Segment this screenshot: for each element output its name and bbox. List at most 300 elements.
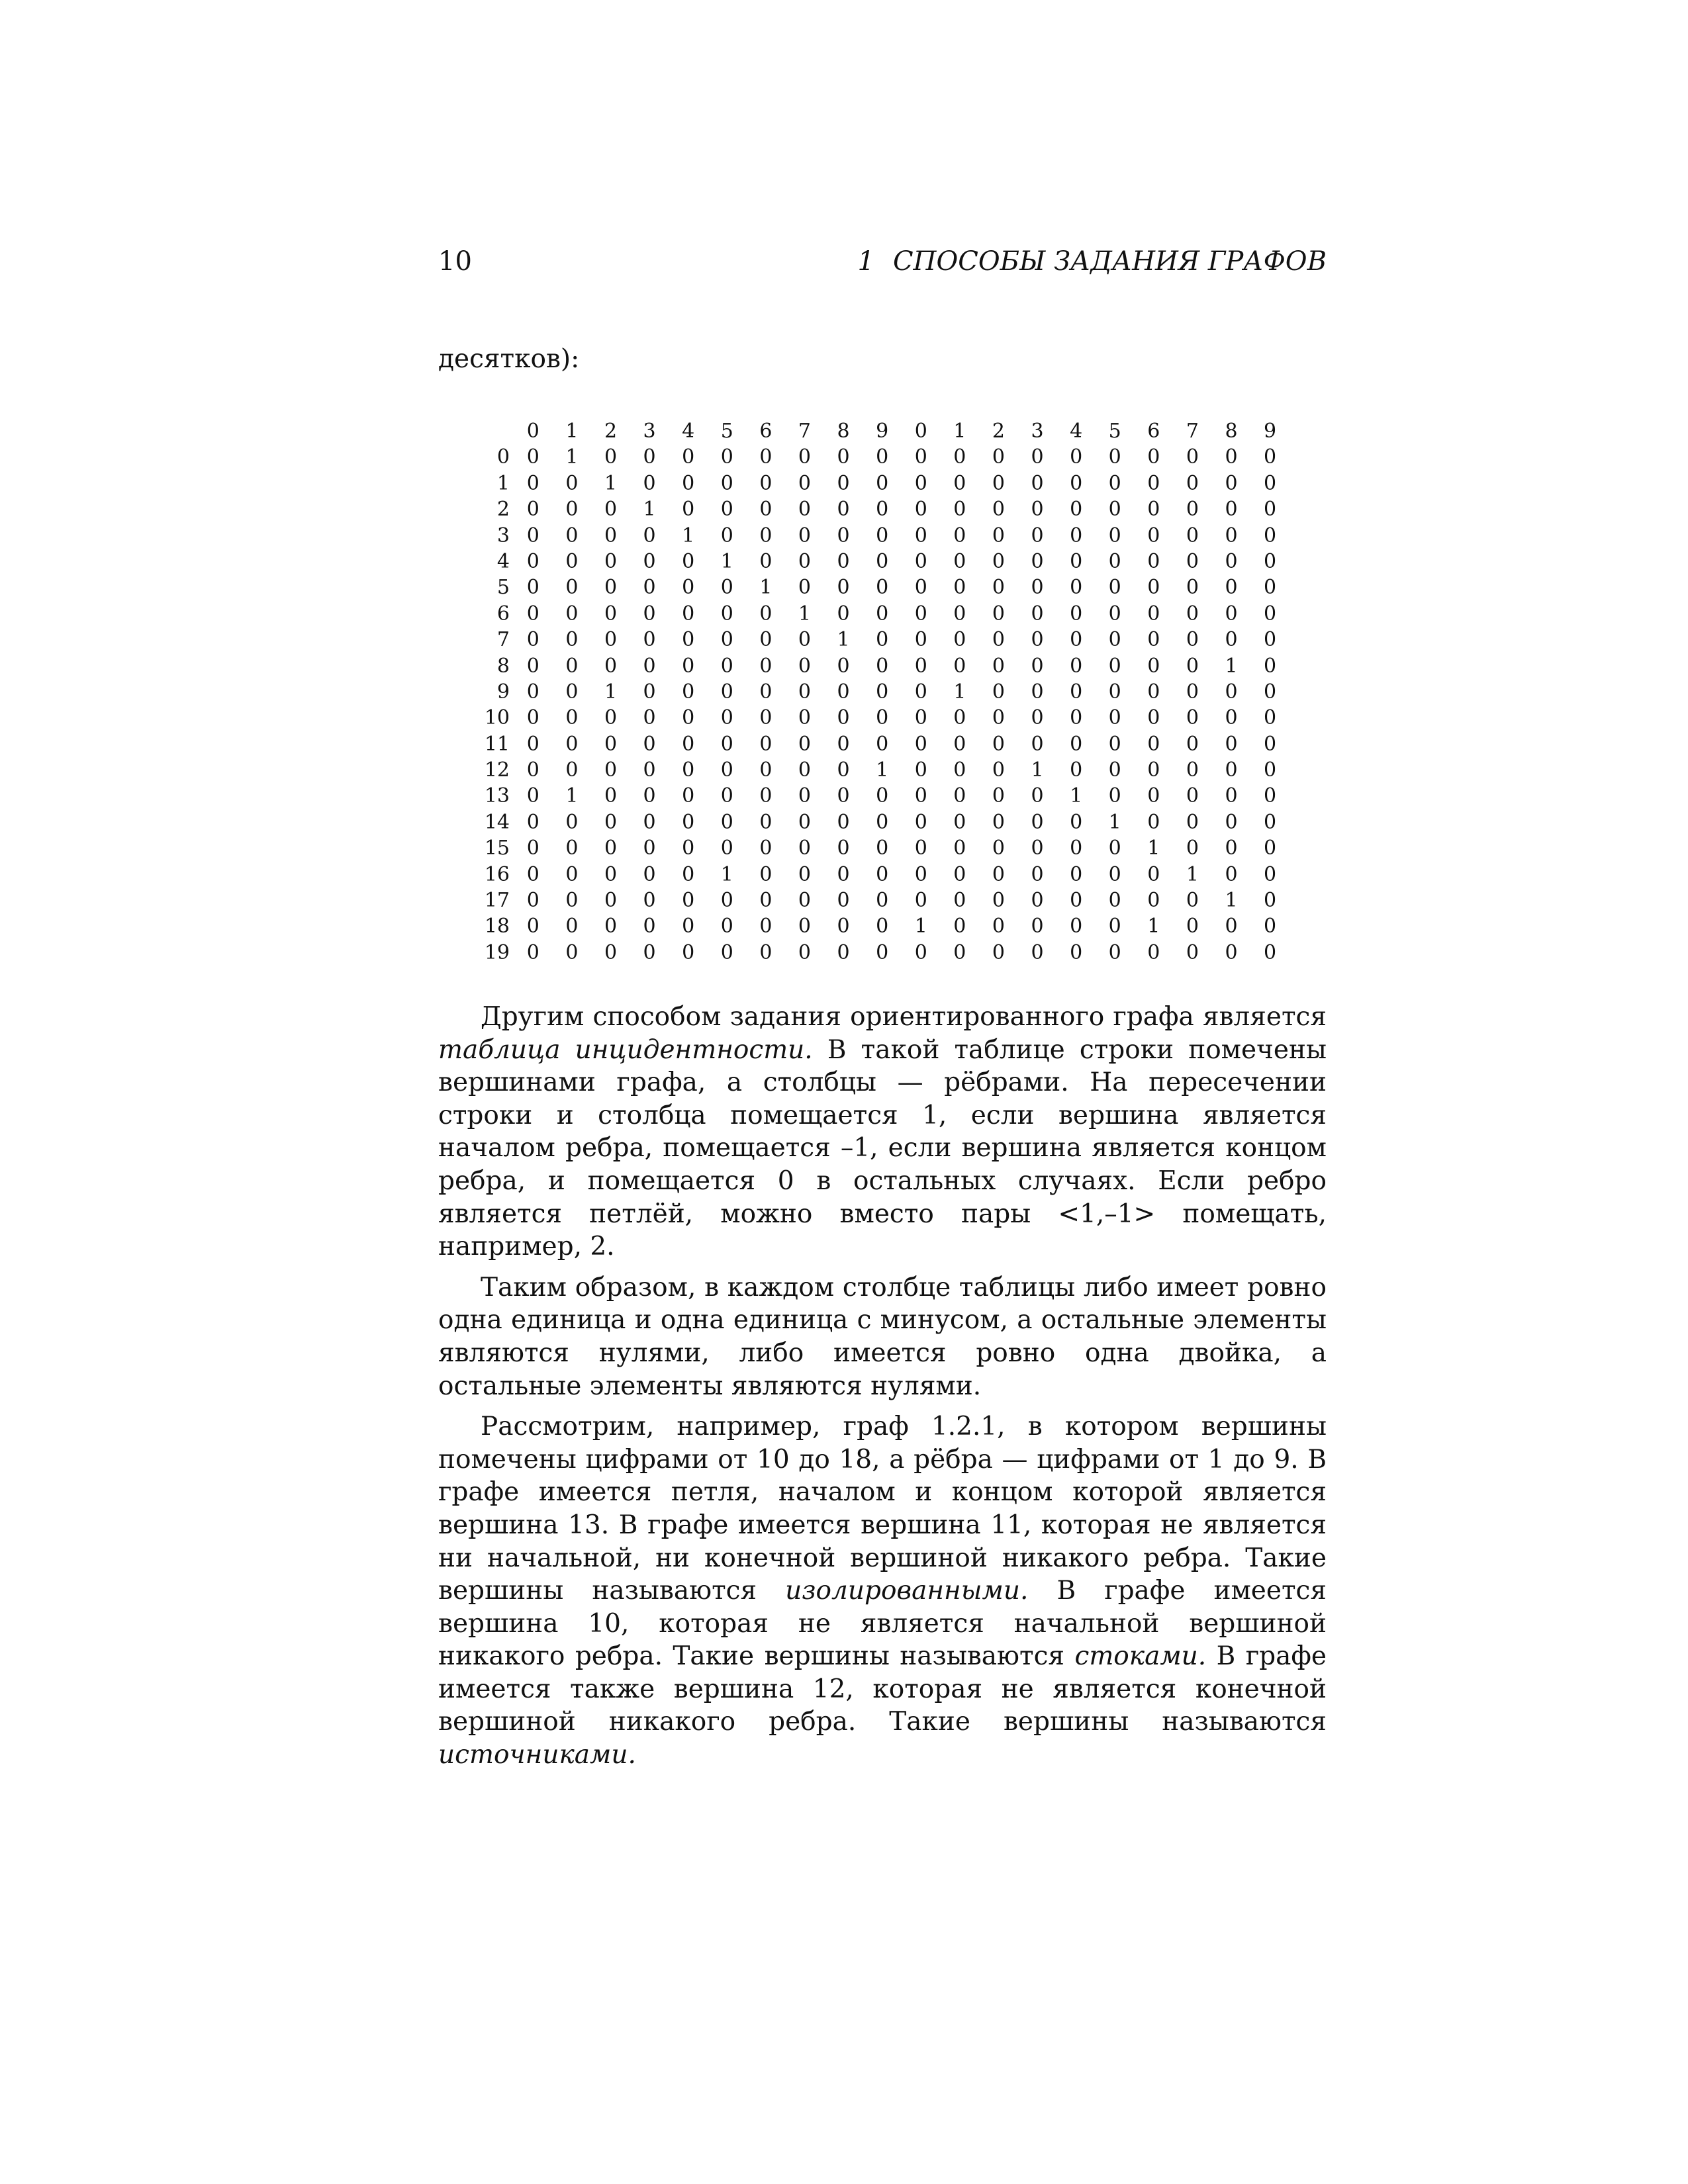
matrix-cell: 0: [1147, 758, 1160, 782]
matrix-cell: 0: [759, 549, 773, 573]
matrix-cell: 0: [682, 680, 695, 704]
matrix-row-label: 17: [484, 889, 510, 913]
matrix-cell: 0: [798, 549, 811, 573]
matrix-cell: 0: [643, 628, 656, 652]
matrix-cell: 0: [914, 549, 927, 573]
matrix-cell: 0: [682, 940, 695, 964]
matrix-cell: 0: [759, 889, 773, 913]
matrix-cell: 0: [1070, 628, 1083, 652]
matrix-column-label: 6: [759, 420, 773, 443]
matrix-cell: 0: [1225, 445, 1238, 469]
matrix-cell: 0: [837, 706, 850, 730]
matrix-cell: 0: [1031, 732, 1044, 756]
matrix-cell: 0: [526, 889, 539, 913]
matrix-cell: 0: [1264, 915, 1277, 938]
matrix-cell: 0: [1070, 576, 1083, 600]
matrix-cell: 0: [798, 940, 811, 964]
matrix-cell: 0: [953, 445, 966, 469]
matrix-cell: 1: [759, 576, 773, 600]
matrix-cell: 1: [1225, 654, 1238, 678]
matrix-cell: 0: [759, 862, 773, 886]
matrix-cell: 0: [1070, 862, 1083, 886]
matrix-cell: 0: [1070, 810, 1083, 834]
matrix-cell: 0: [1264, 680, 1277, 704]
matrix-cell: 0: [1186, 549, 1199, 573]
matrix-cell: 0: [992, 576, 1005, 600]
matrix-cell: 0: [992, 940, 1005, 964]
matrix-cell: 0: [643, 732, 656, 756]
matrix-cell: 1: [1031, 758, 1044, 782]
matrix-row-label: 18: [484, 915, 510, 938]
matrix-cell: 0: [526, 498, 539, 522]
matrix-cell: 0: [643, 810, 656, 834]
matrix-cell: 0: [759, 758, 773, 782]
matrix-cell: 0: [1070, 837, 1083, 860]
matrix-cell: 0: [1225, 862, 1238, 886]
matrix-cell: 0: [720, 498, 733, 522]
matrix-cell: 0: [1264, 862, 1277, 886]
matrix-cell: 0: [1186, 498, 1199, 522]
italic-term: изолированными.: [785, 1576, 1029, 1606]
matrix-cell: 0: [876, 602, 889, 625]
matrix-cell: 0: [565, 602, 579, 625]
matrix-cell: 0: [876, 498, 889, 522]
matrix-cell: 0: [1031, 784, 1044, 808]
matrix-cell: 0: [1264, 523, 1277, 547]
matrix-cell: 0: [1264, 940, 1277, 964]
matrix-cell: 0: [798, 784, 811, 808]
matrix-cell: 0: [953, 837, 966, 860]
matrix-cell: 0: [1070, 915, 1083, 938]
matrix-cell: 0: [643, 680, 656, 704]
text-segment: Рассмотрим, например, граф 1.2.1, в котором вершины помечены цифрами от 10 до 18, а рёбра — цифрами от 1 до 9. В графе имеется петля, началом и концом которой является вершина 13. В графе имеется вершина 11, которая не является ни начальной, ни конечной вершиной никакого ребра. Такие вершины называются: [438, 1412, 1327, 1606]
matrix-cell: 0: [1108, 549, 1121, 573]
matrix-column-label: 8: [837, 420, 850, 443]
matrix-cell: 0: [1264, 758, 1277, 782]
matrix-cell: 1: [837, 628, 850, 652]
matrix-cell: 0: [837, 471, 850, 495]
matrix-cell: 0: [953, 654, 966, 678]
matrix-cell: 0: [914, 602, 927, 625]
matrix-cell: 0: [1108, 706, 1121, 730]
matrix-cell: 0: [1147, 549, 1160, 573]
matrix-cell: 0: [876, 784, 889, 808]
matrix-cell: 0: [526, 602, 539, 625]
matrix-cell: 1: [1147, 915, 1160, 938]
matrix-cell: 0: [953, 862, 966, 886]
matrix-cell: 0: [1264, 549, 1277, 573]
matrix-cell: 0: [1108, 889, 1121, 913]
matrix-cell: 0: [1225, 810, 1238, 834]
matrix-column-label: 1: [565, 420, 579, 443]
matrix-cell: 0: [720, 576, 733, 600]
matrix-cell: 0: [1031, 940, 1044, 964]
matrix-cell: 0: [1147, 654, 1160, 678]
matrix-cell: 0: [604, 940, 618, 964]
matrix-cell: 0: [604, 549, 618, 573]
matrix-cell: 0: [720, 523, 733, 547]
italic-term: стоками.: [1074, 1641, 1207, 1672]
matrix-cell: 0: [1070, 680, 1083, 704]
text-segment: В такой таблице строки помечены вершинами графа, а столбцы — рёбрами. На пересечении строки и столбца помещается 1, если вершина является началом ребра, помещается –1, если вершина является концом ребра, и помещается 0 в остальных случаях. Если ребро является петлёй, можно вместо пары <1,–1> помещать, например, 2.: [438, 1034, 1327, 1262]
matrix-cell: 0: [992, 471, 1005, 495]
matrix-cell: 0: [798, 654, 811, 678]
matrix-cell: 0: [604, 498, 618, 522]
matrix-cell: 0: [643, 915, 656, 938]
matrix-cell: 0: [914, 654, 927, 678]
matrix-column-label: 4: [1070, 420, 1083, 443]
matrix-cell: 0: [914, 784, 927, 808]
matrix-cell: 0: [953, 628, 966, 652]
matrix-cell: 0: [876, 862, 889, 886]
matrix-cell: 0: [1108, 628, 1121, 652]
text-segment: В графе имеется вершина 10, которая не является начальной вершиной никакого ребра. Такие вершины называются: [438, 1576, 1327, 1672]
matrix-cell: 1: [1147, 837, 1160, 860]
matrix-cell: 0: [1225, 628, 1238, 652]
matrix-cell: 0: [526, 940, 539, 964]
matrix-cell: 0: [1108, 758, 1121, 782]
matrix-cell: 0: [565, 654, 579, 678]
matrix-cell: 1: [604, 680, 618, 704]
matrix-cell: 0: [1186, 837, 1199, 860]
matrix-cell: 0: [1070, 889, 1083, 913]
matrix-cell: 0: [914, 758, 927, 782]
matrix-cell: 0: [876, 940, 889, 964]
matrix-cell: 0: [565, 523, 579, 547]
matrix-cell: 0: [798, 576, 811, 600]
matrix-cell: 0: [1225, 576, 1238, 600]
matrix-cell: 0: [682, 628, 695, 652]
lead-text: десятков):: [438, 344, 580, 374]
matrix-cell: 0: [565, 471, 579, 495]
matrix-cell: 0: [643, 706, 656, 730]
matrix-cell: 0: [604, 758, 618, 782]
matrix-cell: 0: [1108, 654, 1121, 678]
matrix-cell: 0: [565, 732, 579, 756]
matrix-cell: 0: [798, 889, 811, 913]
matrix-cell: 0: [720, 837, 733, 860]
matrix-cell: 0: [643, 549, 656, 573]
matrix-cell: 0: [1186, 523, 1199, 547]
matrix-cell: 0: [1108, 732, 1121, 756]
matrix-column-label: 7: [798, 420, 811, 443]
matrix-cell: 0: [1186, 654, 1199, 678]
matrix-cell: 0: [876, 445, 889, 469]
matrix-cell: 0: [1186, 576, 1199, 600]
matrix-cell: 0: [1031, 654, 1044, 678]
matrix-cell: 0: [837, 576, 850, 600]
matrix-cell: 0: [914, 889, 927, 913]
matrix-cell: 0: [992, 706, 1005, 730]
matrix-row-label: 2: [496, 498, 510, 522]
matrix-cell: 0: [992, 784, 1005, 808]
matrix-cell: 0: [759, 915, 773, 938]
paragraph: [438, 1271, 1327, 1402]
matrix-cell: 0: [1070, 523, 1083, 547]
matrix-cell: 0: [837, 837, 850, 860]
matrix-cell: 0: [682, 654, 695, 678]
matrix-corner: [478, 418, 514, 444]
matrix-cell: 0: [526, 523, 539, 547]
matrix-cell: 0: [876, 837, 889, 860]
matrix-cell: 0: [1147, 810, 1160, 834]
matrix-cell: 0: [643, 758, 656, 782]
matrix-cell: 0: [914, 732, 927, 756]
matrix-cell: 1: [953, 680, 966, 704]
matrix-row-label: 6: [496, 602, 510, 625]
matrix-cell: 0: [1186, 915, 1199, 938]
matrix-row-label: 13: [484, 784, 510, 808]
text-segment: Таким образом, в каждом столбце таблицы либо имеет ровно одна единица и одна единица с минусом, а остальные элементы являются нулями, либо имеется ровно одна двойка, а остальные элементы являются нулями.: [438, 1272, 1327, 1401]
matrix-cell: 0: [526, 549, 539, 573]
matrix-cell: 0: [1147, 940, 1160, 964]
matrix-cell: 0: [1108, 576, 1121, 600]
matrix-cell: 0: [1186, 706, 1199, 730]
matrix-cell: 0: [837, 732, 850, 756]
matrix-row-label: 15: [484, 837, 510, 860]
matrix-column-label: 3: [1031, 420, 1044, 443]
matrix-cell: 0: [992, 549, 1005, 573]
adjacency-matrix: [478, 418, 1289, 966]
matrix-cell: 0: [1031, 549, 1044, 573]
matrix-cell: 0: [759, 810, 773, 834]
matrix-cell: 0: [1264, 732, 1277, 756]
matrix-row-label: 11: [484, 732, 510, 756]
matrix-cell: 0: [914, 471, 927, 495]
matrix-cell: 1: [914, 915, 927, 938]
matrix-cell: 0: [1031, 915, 1044, 938]
matrix-cell: 0: [992, 915, 1005, 938]
matrix-cell: 0: [1031, 706, 1044, 730]
matrix-cell: 0: [1031, 810, 1044, 834]
matrix-cell: 0: [837, 498, 850, 522]
matrix-cell: 0: [1108, 837, 1121, 860]
italic-term: таблица инцидентности.: [438, 1034, 813, 1065]
matrix-cell: 0: [643, 602, 656, 625]
matrix-cell: 1: [720, 862, 733, 886]
matrix-cell: 1: [1070, 784, 1083, 808]
matrix-cell: 0: [876, 549, 889, 573]
matrix-cell: 0: [1225, 549, 1238, 573]
matrix-cell: 0: [643, 837, 656, 860]
matrix-cell: 0: [1225, 915, 1238, 938]
matrix-cell: 0: [876, 523, 889, 547]
matrix-cell: 0: [1147, 862, 1160, 886]
matrix-cell: 0: [720, 680, 733, 704]
matrix-cell: 0: [643, 445, 656, 469]
matrix-cell: 0: [992, 758, 1005, 782]
matrix-column-label: 4: [682, 420, 695, 443]
matrix-cell: 0: [643, 862, 656, 886]
matrix-cell: 0: [1031, 837, 1044, 860]
matrix-cell: 0: [604, 602, 618, 625]
matrix-cell: 0: [720, 889, 733, 913]
matrix-cell: 0: [759, 837, 773, 860]
matrix-cell: 0: [682, 889, 695, 913]
matrix-cell: 0: [759, 628, 773, 652]
matrix-cell: 0: [837, 784, 850, 808]
matrix-cell: 0: [682, 498, 695, 522]
matrix-cell: 0: [992, 810, 1005, 834]
matrix-cell: 0: [1147, 445, 1160, 469]
matrix-cell: 0: [1225, 602, 1238, 625]
matrix-column-label: 8: [1225, 420, 1238, 443]
matrix-row-label: 14: [484, 810, 510, 834]
matrix-cell: 0: [876, 628, 889, 652]
matrix-cell: 0: [1225, 680, 1238, 704]
matrix-cell: 0: [1070, 654, 1083, 678]
matrix-cell: 0: [1186, 602, 1199, 625]
matrix-cell: 0: [798, 680, 811, 704]
matrix-cell: 0: [1186, 732, 1199, 756]
matrix-cell: 0: [682, 732, 695, 756]
matrix-cell: 0: [1108, 940, 1121, 964]
matrix-cell: 0: [604, 784, 618, 808]
matrix-cell: 0: [1108, 915, 1121, 938]
matrix-cell: 0: [1147, 576, 1160, 600]
paragraph: [438, 1410, 1327, 1772]
running-head: [858, 246, 1327, 277]
matrix-cell: 0: [1070, 471, 1083, 495]
matrix-cell: 0: [992, 732, 1005, 756]
matrix-cell: 0: [604, 915, 618, 938]
matrix-cell: 0: [1264, 810, 1277, 834]
matrix-cell: 0: [720, 810, 733, 834]
matrix-cell: 0: [914, 498, 927, 522]
matrix-cell: 0: [682, 576, 695, 600]
matrix-cell: 0: [876, 732, 889, 756]
matrix-cell: 0: [953, 889, 966, 913]
matrix-cell: 0: [1264, 602, 1277, 625]
text-segment: Другим способом задания ориентированного графа является: [481, 1002, 1327, 1032]
matrix-cell: 0: [526, 915, 539, 938]
matrix-cell: 0: [992, 654, 1005, 678]
matrix-cell: 0: [604, 654, 618, 678]
matrix-cell: 0: [759, 680, 773, 704]
matrix-cell: 0: [876, 680, 889, 704]
matrix-cell: 0: [565, 758, 579, 782]
matrix-column-label: 3: [643, 420, 656, 443]
matrix-cell: 0: [604, 523, 618, 547]
matrix-cell: 0: [953, 523, 966, 547]
matrix-cell: 1: [798, 602, 811, 625]
matrix-cell: 0: [1147, 628, 1160, 652]
matrix-cell: 0: [992, 498, 1005, 522]
matrix-cell: 0: [1070, 549, 1083, 573]
matrix-cell: 0: [1186, 940, 1199, 964]
matrix-cell: 0: [604, 628, 618, 652]
matrix-cell: 0: [914, 680, 927, 704]
matrix-cell: 0: [953, 915, 966, 938]
matrix-cell: 0: [526, 837, 539, 860]
matrix-cell: 0: [914, 576, 927, 600]
matrix-cell: 0: [565, 940, 579, 964]
matrix-cell: 0: [798, 445, 811, 469]
matrix-column-label: 0: [914, 420, 927, 443]
matrix-cell: 0: [526, 654, 539, 678]
matrix-cell: 0: [1147, 523, 1160, 547]
matrix-cell: 0: [837, 915, 850, 938]
matrix-cell: 0: [914, 810, 927, 834]
matrix-cell: 0: [526, 732, 539, 756]
matrix-cell: 0: [682, 706, 695, 730]
matrix-cell: 0: [1108, 680, 1121, 704]
matrix-cell: 0: [1225, 940, 1238, 964]
matrix-cell: 0: [1070, 758, 1083, 782]
matrix-cell: 0: [526, 445, 539, 469]
matrix-cell: 0: [953, 498, 966, 522]
matrix-cell: 0: [837, 602, 850, 625]
matrix-cell: 0: [565, 915, 579, 938]
chapter-title: СПОСОБЫ ЗАДАНИЯ ГРАФОВ: [892, 246, 1327, 277]
matrix-cell: 0: [914, 940, 927, 964]
matrix-cell: 0: [953, 732, 966, 756]
matrix-cell: 0: [1108, 445, 1121, 469]
matrix-cell: 0: [1147, 498, 1160, 522]
matrix-cell: 1: [682, 523, 695, 547]
matrix-cell: 0: [643, 471, 656, 495]
matrix-cell: 0: [682, 862, 695, 886]
matrix-cell: 0: [914, 837, 927, 860]
matrix-cell: 0: [1070, 445, 1083, 469]
matrix-cell: 0: [720, 471, 733, 495]
matrix-row-label: 1: [496, 471, 510, 495]
matrix-cell: 0: [604, 862, 618, 886]
matrix-cell: 0: [643, 654, 656, 678]
matrix-cell: 0: [1031, 602, 1044, 625]
matrix-cell: 1: [565, 445, 579, 469]
matrix-cell: 0: [1108, 523, 1121, 547]
matrix-cell: 0: [759, 523, 773, 547]
matrix-cell: 1: [876, 758, 889, 782]
matrix-row-label: 9: [496, 680, 510, 704]
matrix-cell: 0: [682, 602, 695, 625]
matrix-cell: 0: [1186, 784, 1199, 808]
matrix-cell: 0: [1070, 732, 1083, 756]
matrix-cell: 0: [1186, 810, 1199, 834]
matrix-cell: 0: [837, 862, 850, 886]
matrix-cell: 0: [1031, 498, 1044, 522]
matrix-cell: 0: [953, 706, 966, 730]
matrix-cell: 1: [1108, 810, 1121, 834]
matrix-cell: 0: [1264, 889, 1277, 913]
matrix-cell: 0: [565, 810, 579, 834]
matrix-cell: 0: [1031, 471, 1044, 495]
matrix-cell: 1: [720, 549, 733, 573]
matrix-cell: 0: [837, 445, 850, 469]
matrix-cell: 0: [565, 837, 579, 860]
matrix-row-label: 5: [496, 576, 510, 600]
matrix-cell: 0: [604, 706, 618, 730]
matrix-column-label: 1: [953, 420, 966, 443]
matrix-cell: 0: [565, 628, 579, 652]
matrix-cell: 0: [565, 498, 579, 522]
matrix-cell: 1: [604, 471, 618, 495]
matrix-cell: 0: [1031, 862, 1044, 886]
matrix-cell: 1: [643, 498, 656, 522]
matrix-cell: 0: [1264, 837, 1277, 860]
italic-term: источниками.: [438, 1740, 636, 1770]
matrix-cell: 0: [1147, 732, 1160, 756]
matrix-cell: 0: [565, 680, 579, 704]
body-text: [438, 1001, 1327, 1780]
matrix-cell: 0: [837, 758, 850, 782]
matrix-cell: 0: [720, 940, 733, 964]
matrix-row-label: 12: [484, 758, 510, 782]
matrix-cell: 0: [953, 784, 966, 808]
matrix-cell: 0: [1070, 498, 1083, 522]
matrix-cell: 0: [992, 523, 1005, 547]
